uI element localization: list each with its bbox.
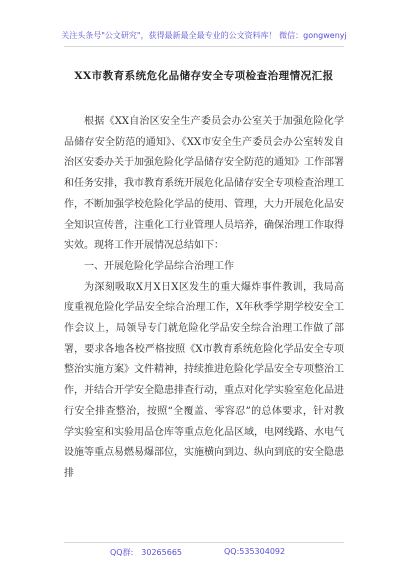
section-heading: 一、开展危险化学品综合治理工作 (84, 260, 234, 272)
footer-divider (64, 542, 344, 543)
header-divider (64, 46, 344, 47)
body-paragraph: 为深刻吸取X月X日X区发生的重大爆炸事件教训，我局高度重视危险化学品安全综合治理工作，X年秋季学期学校安全工作会议上，局领导专门就危险化学品安全综合治理工作做了部署，要求各地各校严格按照《X市教育系统危险化学品安全专项整治实施方案》文件精神，持续推进危险化学品安全专项整治工作，并结合开学安全隐患排查行动，重点对化学实验室危化品进行安全排查整治，按照“全覆盖、零容忍”的总体要求，针对教学实验室和实验用品仓库等重点危化品区域，电网线路、水电气设施等重点易燃易爆部位，实施横向到边、纵向到底的安全隐患排 (64, 281, 344, 479)
document-body (64, 112, 344, 485)
document-title: XX市教育系统危化品储存安全专项检查治理情况汇报 (74, 70, 334, 82)
header-note: 关注头条号"公文研究"，获得最新最全最专业的公文资料库！ 微信：gongwenyj (61, 31, 347, 40)
intro-paragraph: 根据《XX自治区安全生产委员会办公室关于加强危险化学品储存安全防范的通知》、《XX市安全生产委员会办公室转发自治区安委办关于加强危险化学品储存安全防范的通知》工作部署和任务安排，我市教育系统开展危化品储存安全专项检查治理工作，不断加强学校危险化学品的使用、管理，大力开展危化品安全知识宣传普，注重化工行业管理人员培养，确保治理工作取得实效。现将工作开展情况总结如下： (64, 116, 344, 252)
footer-qq: QQ:535304092 (224, 547, 286, 556)
footer-qq-group: QQ群: 30265665 (110, 548, 183, 557)
